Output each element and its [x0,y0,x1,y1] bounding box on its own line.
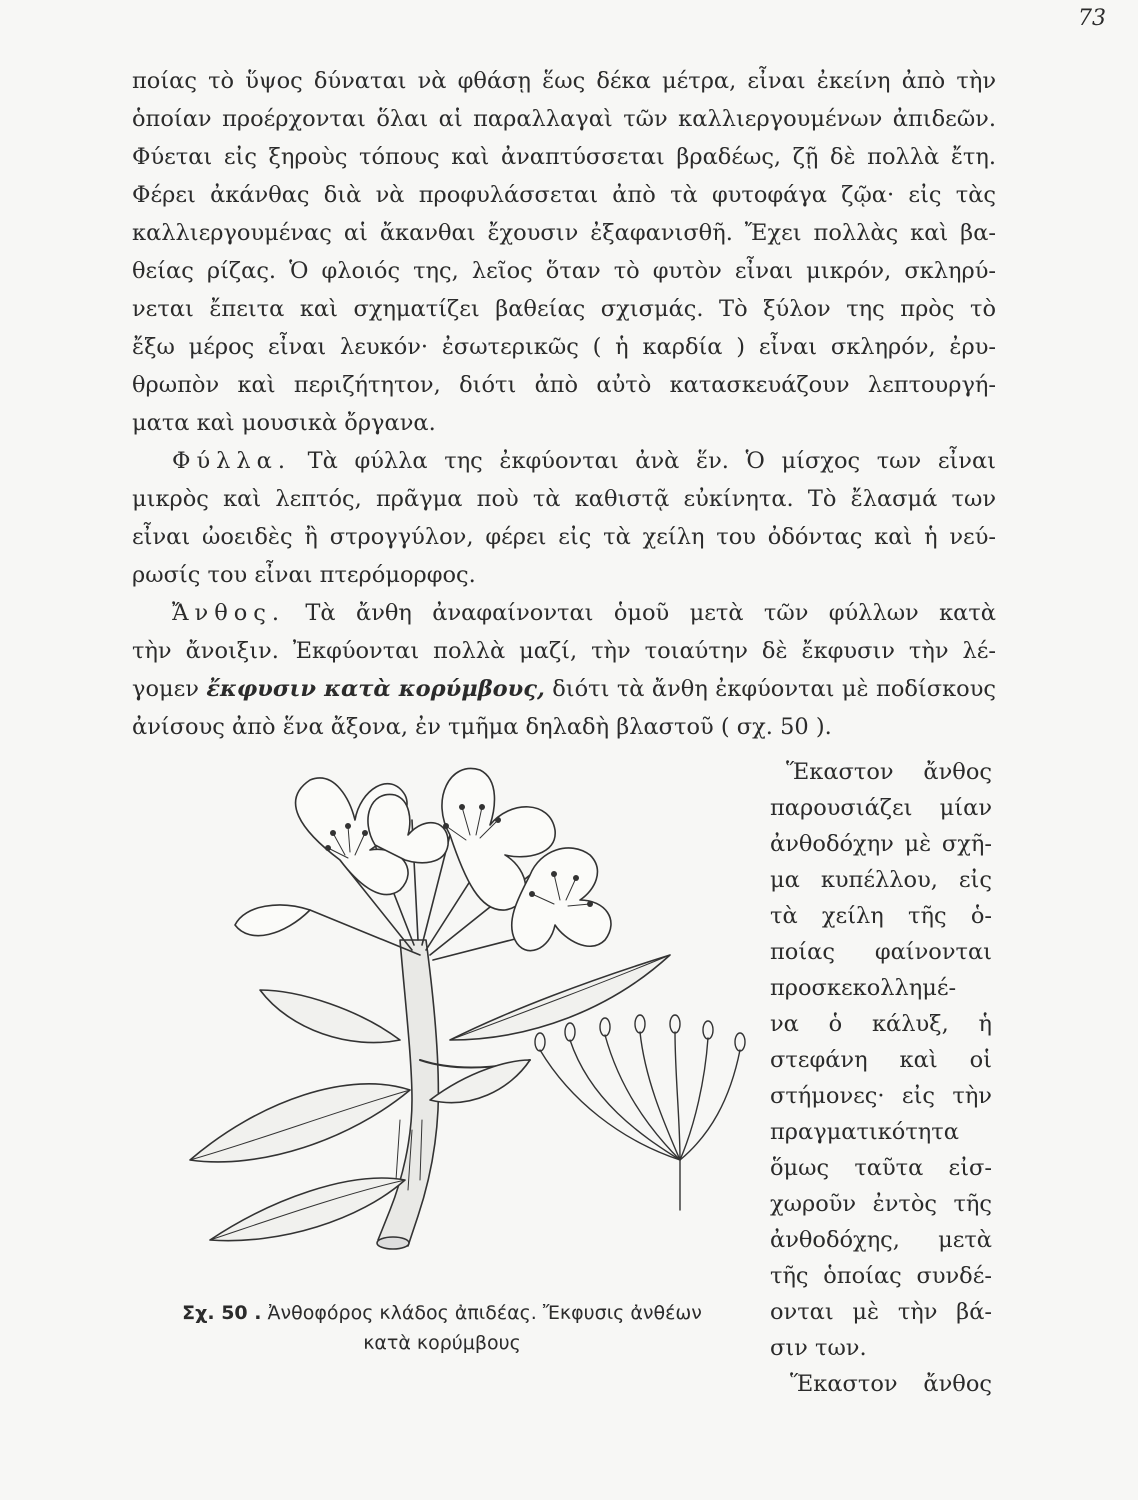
text-line: Ἕκαστον ἄνθος [786,759,992,785]
text-line: τῆς ὁποίας συνδέ- [770,1263,992,1289]
section-heading-flower: Ἄνθος. [172,600,286,626]
text-line: πραγματικότητα [770,1119,959,1145]
text-line: καλλιεργουμένας αἱ ἄκανθαι ἔχουσιν ἐξαφανισθῆ. Ἔχει πολλὰς καὶ βα- [132,220,996,246]
figure-label: Σχ. 50 . [182,1302,262,1324]
text-line: παρουσιάζει μίαν [770,795,992,821]
text-line: θρωπὸν καὶ περιζήτητον, διότι ἀπὸ αὐτὸ κατασκευάζουν λεπτουργή- [132,372,996,398]
text-span: διότι τὰ ἄνθη ἐκφύονται μὲ ποδίσκους [552,676,996,702]
text-line [172,442,996,480]
text-span: Τὰ ἄνθη ἀναφαίνονται ὁμοῦ μετὰ τῶν φύλλων κατὰ [305,600,996,626]
text-line: ποίας τὸ ὕψος δύναται νὰ φθάσῃ ἕως δέκα μέτρα, εἶναι ἐκείνη ἀπὸ τὴν [132,68,996,94]
page-number: 73 [1078,6,1106,31]
text-line: ὅμως ταῦτα εἰσ- [770,1155,992,1181]
text-line: Ἕκαστον ἄνθος [790,1371,992,1397]
text-line: εἶναι ὠοειδὲς ἢ στρογγύλον, φέρει εἰς τὰ χείλη του ὀδόντας καὶ ἡ νεύ- [132,524,996,550]
text-line: μα κυπέλλου, εἰς [770,867,992,893]
key-term: ἔκφυσιν κατὰ κορύμβους, [206,676,545,702]
text-line: σιν των. [770,1335,867,1361]
text-span: Τὰ φύλλα της ἐκφύονται ἀνὰ ἕν. Ὁ μίσχος των εἶναι [307,448,996,474]
text-line: ρωσίς του εἶναι πτερόμορφος. [132,562,476,588]
text-line: χωροῦν ἐντὸς τῆς [770,1191,992,1217]
text-line [132,670,996,708]
figure-caption-line-2: κατὰ κορύμβους [363,1332,521,1354]
text-line: θείας ρίζας. Ὁ φλοιός της, λεῖος ὅταν τὸ φυτὸν εἶναι μικρόν, σκληρύ- [132,258,996,284]
text-line: ἀνθοδόχην μὲ σχῆ- [770,831,992,857]
pear-blossom-illustration [150,740,750,1280]
text-line: ὁποίαν προέρχονται ὅλαι αἱ παραλλαγαὶ τῶν καλλιεργουμένων ἀπιδεῶν. [132,106,996,132]
text-line [172,594,996,632]
text-line: προσκεκολλημέ- [770,975,957,1001]
text-line: ἔξω μέρος εἶναι λευκόν· ἐσωτερικῶς ( ἡ καρδία ) εἶναι σκληρόν, ἐρυ- [132,334,996,360]
text-line: ἀνθοδόχης, μετὰ [770,1227,992,1253]
figure-caption [132,1298,752,1328]
section-heading-leaves: Φύλλα. [172,448,291,474]
text-line: Φέρει ἀκάνθας διὰ νὰ προφυλάσσεται ἀπὸ τὰ φυτοφάγα ζῷα· εἰς τὰς [132,182,996,208]
caption-text: Ἀνθοφόρος κλάδος ἀπιδέας. Ἔκφυσις ἀνθέων [267,1302,702,1324]
text-line: τὰ χείλη τῆς ὁ- [770,903,992,929]
text-line: ματα καὶ μουσικὰ ὄργανα. [132,410,436,436]
text-line: στεφάνη καὶ οἱ [770,1047,992,1073]
text-span: γομεν [132,676,199,702]
text-line: τὴν ἄνοιξιν. Ἐκφύονται πολλὰ μαζί, τὴν τοιαύτην δὲ ἔκφυσιν τὴν λέ- [132,638,996,664]
text-line: στήμονες· εἰς τὴν [770,1083,992,1109]
text-line: να ὁ κάλυξ, ἡ [770,1011,992,1037]
text-line: ἀνίσους ἀπὸ ἕνα ἄξονα, ἐν τμῆμα δηλαδὴ βλαστοῦ ( σχ. 50 ). [132,714,832,740]
text-line: ποίας φαίνονται [770,939,992,965]
text-line: Φύεται εἰς ξηροὺς τόπους καὶ ἀναπτύσσεται βραδέως, ζῇ δὲ πολλὰ ἔτη. [132,144,996,170]
text-line: νεται ἔπειτα καὶ σχηματίζει βαθείας σχισμάς. Τὸ ξύλον της πρὸς τὸ [132,296,996,322]
text-line: μικρὸς καὶ λεπτός, πρᾶγμα ποὺ τὰ καθιστᾷ εὐκίνητα. Τὸ ἔλασμά των [132,486,996,512]
text-line: ονται μὲ τὴν βά- [770,1299,992,1325]
